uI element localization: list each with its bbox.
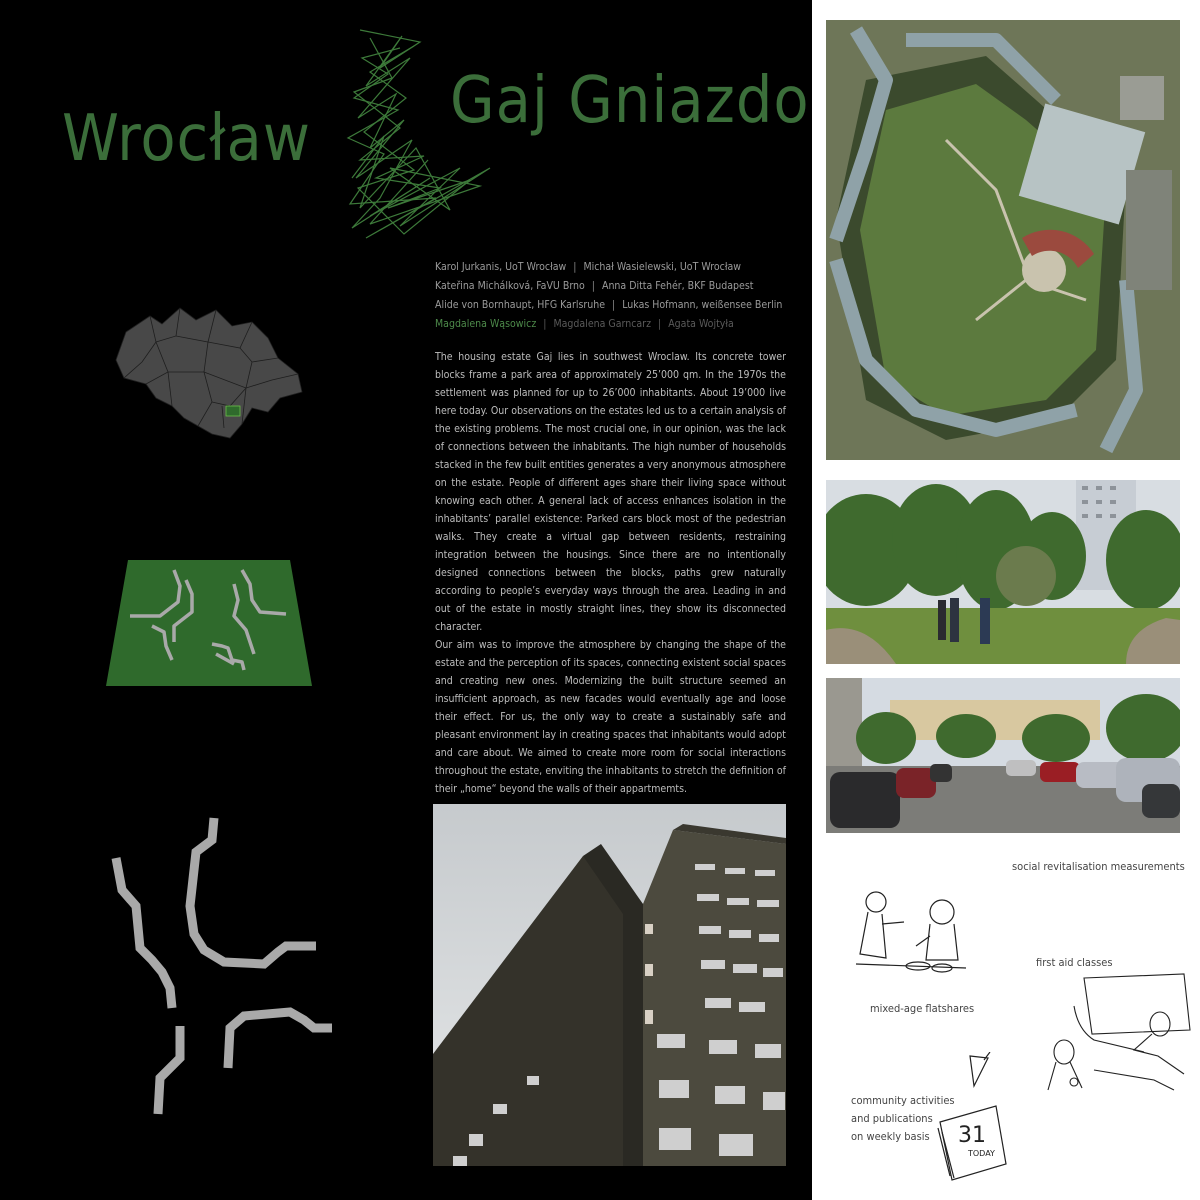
park-photo xyxy=(826,480,1180,664)
green-area xyxy=(106,560,312,686)
parking-photo xyxy=(826,678,1180,833)
title-wroclaw: Wrocław xyxy=(62,102,311,176)
caption-first-aid: first aid classes xyxy=(1036,956,1113,969)
credits-row: Magdalena Wąsowicz | Magdalena Garncarz | Agata Wojtyła xyxy=(435,318,734,330)
body-text xyxy=(435,348,786,798)
nest-tangle-logo xyxy=(340,28,500,243)
credits-row: Karol Jurkanis, UoT Wrocław | Michał Wasielewski, UoT Wrocław xyxy=(435,261,742,273)
credits-row: Alide von Bornhaupt, HFG Karlsruhe | Lukas Hofmann, weißensee Berlin xyxy=(435,299,783,311)
paragraph: Our aim was to improve the atmosphere by changing the shape of the estate and the perception of its spaces, connecting existent social spaces and creating new ones. Modernizing the built structure seemed an insufficient approach, as new facades would eventually age and loose their effect. For us, the only way to create a sustainably safe and pleasant environment lay in creating spaces that inhabitants would adopt and care about. We aimed to create more room for social interactions throughout the estate, enviting the inhabitants to stretch the definition of their „home“ beyond the walls of their appartmemts. xyxy=(435,639,786,795)
aerial-photo xyxy=(826,20,1180,460)
flatshare-sketch xyxy=(846,884,976,984)
calendar-word: TODAY xyxy=(968,1149,995,1158)
title-gaj-gniazdo: Gaj Gniazdo xyxy=(450,64,810,138)
caption-mixed-age-flatshares: mixed-age flatshares xyxy=(870,1002,975,1015)
wroclaw-district-map xyxy=(112,302,304,442)
first-aid-sketch xyxy=(1034,970,1194,1100)
credits xyxy=(435,258,795,334)
tower-block-photo xyxy=(433,804,786,1166)
paths-diagram xyxy=(100,810,340,1120)
caption-community-line-3: on weekly basis xyxy=(851,1130,930,1143)
caption-community-line-1: community activities xyxy=(851,1094,955,1107)
paragraph: The housing estate Gaj lies in southwest Wroclaw. Its concrete tower blocks frame a park area of approximately 25’000 qm. In the 1970s the settlement was planned for up to 26’000 inhabitants. About 19’000 live here today. Our observations on the estates led us to a certain analysis of the existing problems. The most crucial one, in our opinion, was the lack of connections between the inhabitants. The high number of households stacked in the few built entities generates a very anonymous atmosphere on the estate. People of different ages share their living space without knowing each other. A general lack of access enhances isolation in the inhabitants’ parallel existence: Parked cars block most of the pedestrian walks. They create a virtual gap between residents, restraining integration between the housings. Since there are no intentionally designed connections between the blocks, paths grew naturally according to people’s everyday ways through the area. Leading in and out of the estate in mostly straight lines, they show its disconnected character. xyxy=(435,351,786,633)
caption-social-revitalisation: social revitalisation measurements xyxy=(1012,860,1185,873)
calendar-sketch xyxy=(930,1052,1010,1184)
credits-row: Kateřina Michálková, FaVU Brno | Anna Ditta Fehér, BKF Budapest xyxy=(435,280,754,292)
site-paths-plan xyxy=(104,560,314,688)
caption-community-line-2: and publications xyxy=(851,1112,933,1125)
calendar-number: 31 xyxy=(958,1123,986,1148)
